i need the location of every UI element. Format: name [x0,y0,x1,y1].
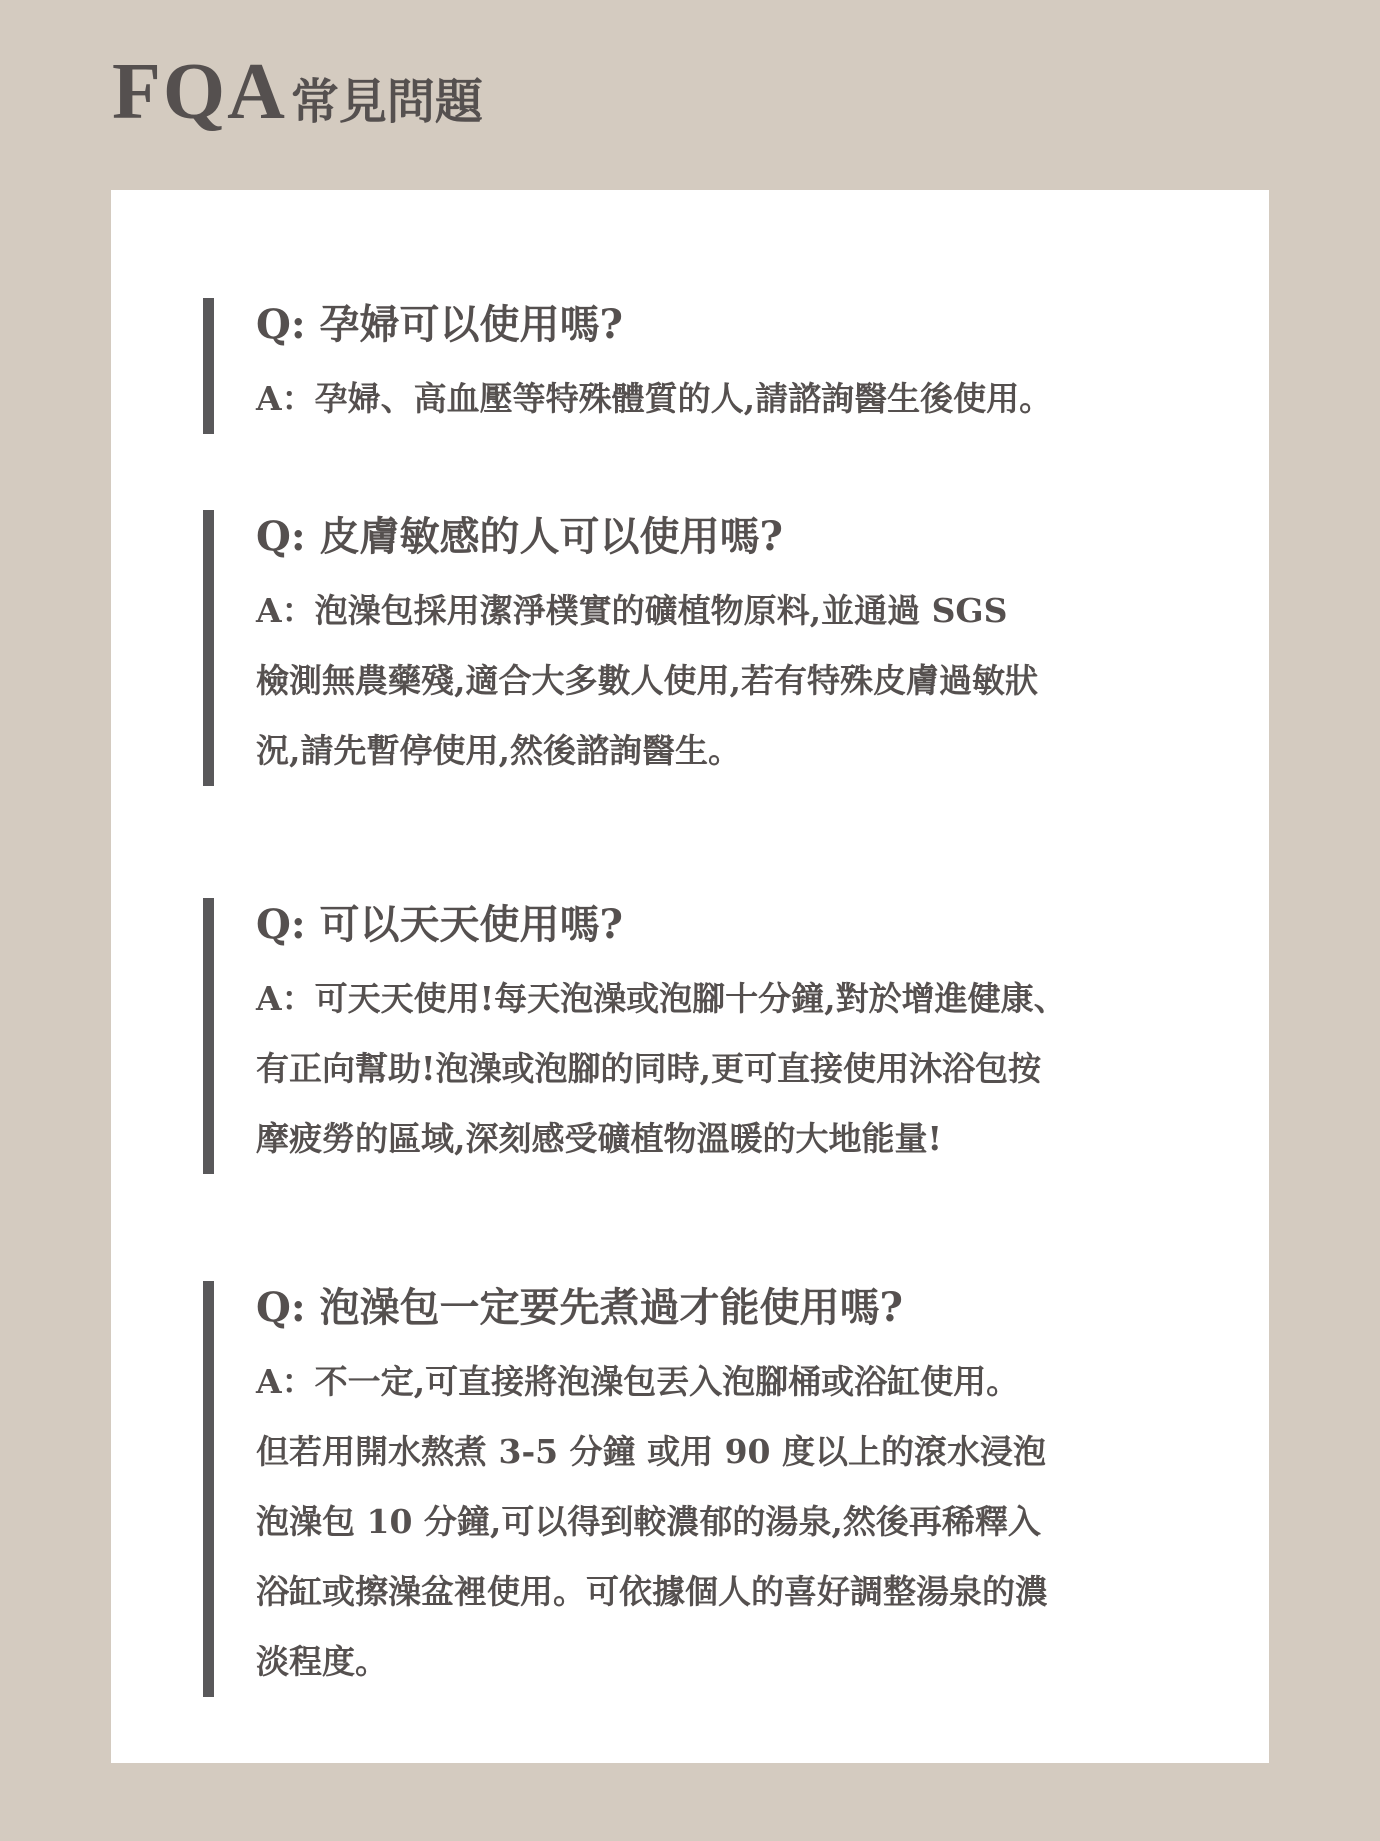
faq-card [111,190,1269,1763]
faq-answer-line: A：可天天使用!每天泡澡或泡腳十分鐘,對於增進健康、 [256,979,1067,1018]
faq-answer-line: A：孕婦、高血壓等特殊體質的人,請諮詢醫生後使用。 [256,379,1053,418]
faq-accent-bar [203,510,214,786]
faq-answer-line: 泡澡包 10 分鐘,可以得到較濃郁的湯泉,然後再稀釋入 [256,1502,1041,1541]
faq-question: Q: 孕婦可以使用嗎? [256,301,623,348]
page-title-cjk: 常見問題 [290,74,483,130]
faq-answer [256,576,1203,786]
faq-answer-line: 淡程度。 [256,1642,388,1681]
faq-answer-line: 況,請先暫停使用,然後諮詢醫生。 [256,731,741,770]
faq-accent-bar [203,898,214,1174]
faq-item-pregnant [203,298,1203,434]
faq-answer-line: 但若用開水熬煮 3-5 分鐘 或用 90 度以上的滾水浸泡 [256,1432,1046,1471]
faq-answer [256,1347,1203,1697]
faq-answer-line: A：不一定,可直接將泡澡包丟入泡腳桶或浴缸使用。 [256,1362,1020,1401]
page-title-latin: FQA [112,48,287,136]
faq-accent-bar [203,1281,214,1697]
page-title [112,48,483,136]
faq-answer [256,964,1203,1174]
faq-question: Q: 皮膚敏感的人可以使用嗎? [256,513,783,560]
faq-answer-line: A：泡澡包採用潔淨樸實的礦植物原料,並通過 SGS [256,591,1008,630]
faq-answer-line: 有正向幫助!泡澡或泡腳的同時,更可直接使用沐浴包按 [256,1049,1041,1088]
faq-item-boil-first [203,1281,1203,1697]
faq-item-sensitive-skin [203,510,1203,786]
faq-answer [256,364,1203,434]
faq-item-daily-use [203,898,1203,1174]
faq-question: Q: 可以天天使用嗎? [256,901,623,948]
faq-answer-line: 摩疲勞的區域,深刻感受礦植物溫暖的大地能量! [256,1119,942,1158]
faq-accent-bar [203,298,214,434]
faq-question: Q: 泡澡包一定要先煮過才能使用嗎? [256,1284,903,1331]
faq-answer-line: 檢測無農藥殘,適合大多數人使用,若有特殊皮膚過敏狀 [256,661,1038,700]
faq-answer-line: 浴缸或擦澡盆裡使用。可依據個人的喜好調整湯泉的濃 [256,1572,1048,1611]
